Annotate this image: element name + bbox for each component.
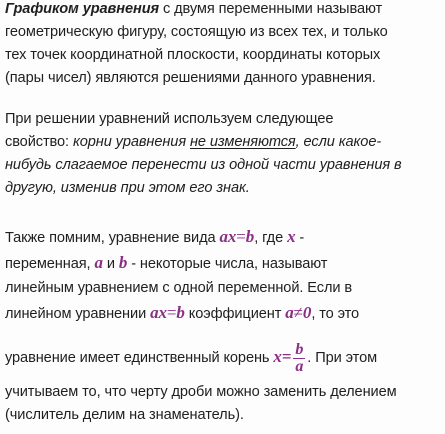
var-x: x: [287, 227, 296, 246]
p3-line-5-text-a: уравнение имеет единственный корень: [5, 350, 274, 366]
p1-line-1: [5, 0, 382, 18]
p1-line-3: тех точек координатной плоскости, координаты которых: [5, 47, 381, 63]
cond-not-equal: ≠: [293, 303, 303, 322]
p3-line-5-text-b: . При этом: [307, 350, 378, 366]
p2-underlined-text: не изменяются: [189, 134, 296, 150]
equation-ax-eq-b: [219, 227, 254, 246]
eq-equals: =: [236, 227, 246, 246]
p2-line-1: При решении уравнений используем следующее: [5, 111, 334, 127]
p2-line-4: другую, изменив при этом его знак.: [5, 180, 250, 196]
p2-italic-text-a: корни уравнения: [72, 134, 190, 150]
p1-line-1-text: с двумя переменными называют: [159, 1, 383, 17]
p3-line-1-text-b: , где: [254, 230, 288, 246]
p3-line-1-text-a: Также помним, уравнение вида: [5, 230, 220, 246]
var-a: a: [94, 253, 103, 272]
p3-line-4-text-a: линейном уравнении: [5, 306, 151, 322]
p3-line-2-text-a: переменная,: [5, 256, 95, 272]
fraction-numerator: b: [295, 340, 304, 358]
p3-line-2-text-b: - некоторые числа, называют: [127, 256, 328, 272]
p1-line-4: (пары чисел) являются решениями данного уравнения.: [5, 70, 376, 86]
p3-line-4-text-b: коэффициент: [184, 306, 286, 322]
fraction-b-over-a: [293, 342, 305, 375]
var-b: b: [118, 253, 128, 272]
p3-line-4-text-c: , то это: [311, 306, 360, 322]
p1-line-2: геометрическую фигуру, состоящую из всех тех, и только: [5, 24, 388, 40]
eq2-ax: ax: [150, 303, 167, 322]
p3-line-1: [5, 228, 304, 246]
root-x: x: [273, 347, 282, 366]
eq-ax: ax: [219, 227, 237, 246]
p3-line-2-and: и: [102, 256, 119, 272]
equation-ax-eq-b-2: [150, 303, 185, 322]
p3-line-5: [5, 340, 377, 374]
p2-line-2: [5, 133, 381, 151]
term-graph-of-equation: Графиком уравнения: [5, 1, 160, 17]
p3-line-1-text-c: -: [295, 230, 305, 246]
condition-a-ne-zero: [285, 303, 311, 322]
eq2-b: b: [176, 303, 185, 322]
root-equals: =: [281, 347, 292, 366]
eq2-equals: =: [166, 303, 177, 322]
p2-line-3: нибудь слагаемое перенести из одной части уравнения в: [5, 157, 402, 173]
p3-line-6: учитываем то, что черту дроби можно заменить делением: [5, 384, 397, 400]
p2-line-2-text: свойство:: [5, 134, 73, 150]
p3-line-7: (числитель делим на знаменатель).: [5, 407, 244, 423]
p3-line-3: линейным уравнением с одной переменной. Если в: [5, 280, 353, 296]
fraction-denominator: a: [295, 357, 304, 375]
cond-zero: 0: [302, 303, 312, 322]
eq-b: b: [245, 227, 255, 246]
p3-line-4: [5, 304, 359, 322]
p3-line-2: [5, 254, 327, 272]
cond-a: a: [285, 303, 294, 322]
p2-italic-text-b: , если какое-: [295, 134, 382, 150]
